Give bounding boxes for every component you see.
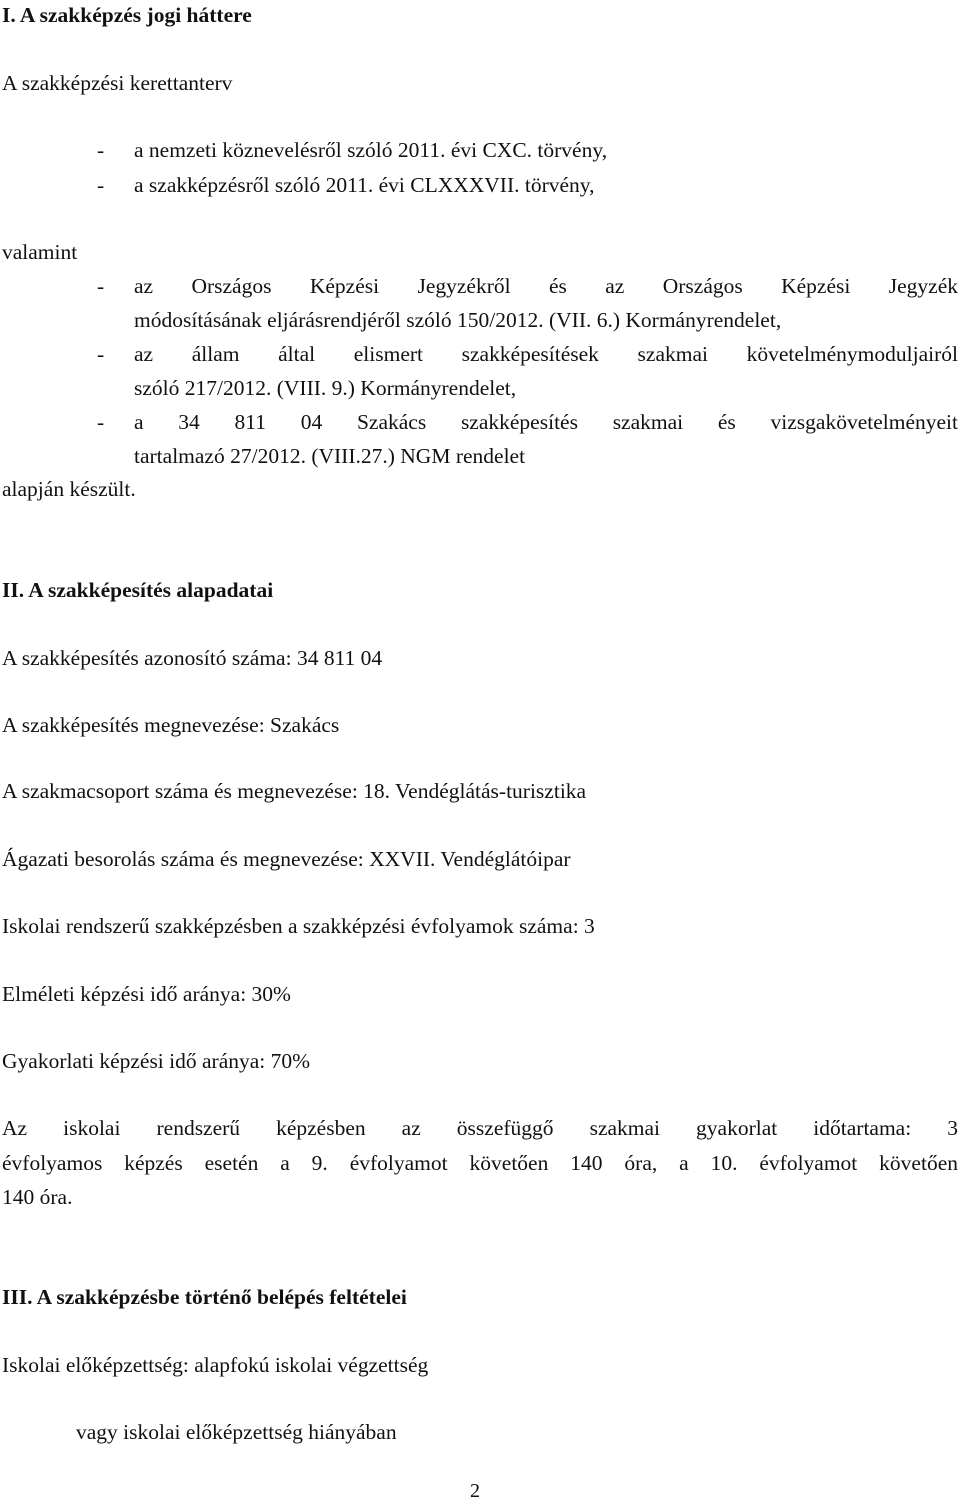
practice-paragraph-line: Az iskolai rendszerű képzésben az összefüggő szakmai gyakorlat időtartama: 3 [2,1116,958,1140]
section-heading-1: I. A szakképzés jogi háttere [2,3,252,27]
regulation-item-line: módosításának eljárásrendjéről szóló 150/2012. (VII. 6.) Kormányrendelet, [134,308,782,332]
valamint-text: valamint [2,240,78,264]
law-item: a nemzeti köznevelésről szóló 2011. évi CXC. törvény, [134,138,608,162]
closing-text: alapján készült. [2,477,136,501]
education-alternative: vagy iskolai előképzettség hiányában [76,1420,397,1444]
intro-text: A szakképzési kerettanterv [2,71,233,95]
list-dash: - [97,138,105,162]
practice-paragraph-line: 140 óra. [2,1185,73,1209]
regulation-item-line: a 34 811 04 Szakács szakképesítés szakmai és vizsgakövetelményeit [134,410,958,434]
sector-classification: Ágazati besorolás száma és megnevezése: XXVII. Vendéglátóipar [2,847,571,871]
school-years: Iskolai rendszerű szakképzésben a szakképzési évfolyamok száma: 3 [2,914,595,938]
practice-paragraph-line: évfolyamos képzés esetén a 9. évfolyamot követően 140 óra, a 10. évfolyamot követően [2,1151,958,1175]
list-dash: - [97,173,105,197]
list-dash: - [97,410,105,434]
theory-ratio: Elméleti képzési idő aránya: 30% [2,982,291,1006]
qualification-name: A szakképesítés megnevezése: Szakács [2,713,340,737]
section-heading-3: III. A szakképzésbe történő belépés feltételei [2,1285,407,1309]
regulation-item-line: tartalmazó 27/2012. (VIII.27.) NGM rendelet [134,444,526,468]
list-dash: - [97,342,105,366]
page-number: 2 [470,1480,480,1502]
practice-ratio: Gyakorlati képzési idő aránya: 70% [2,1049,311,1073]
list-dash: - [97,274,105,298]
section-heading-2: II. A szakképesítés alapadatai [2,578,274,602]
law-item: a szakképzésről szóló 2011. évi CLXXXVII. törvény, [134,173,595,197]
regulation-item-line: szóló 217/2012. (VIII. 9.) Kormányrendelet, [134,376,517,400]
regulation-item-line: az állam által elismert szakképesítések szakmai követelménymoduljairól [134,342,958,366]
profession-group: A szakmacsoport száma és megnevezése: 18. Vendéglátás-turisztika [2,779,587,803]
qualification-id: A szakképesítés azonosító száma: 34 811 04 [2,646,383,670]
regulation-item-line: az Országos Képzési Jegyzékről és az Országos Képzési Jegyzék [134,274,958,298]
education-requirement: Iskolai előképzettség: alapfokú iskolai végzettség [2,1353,429,1377]
